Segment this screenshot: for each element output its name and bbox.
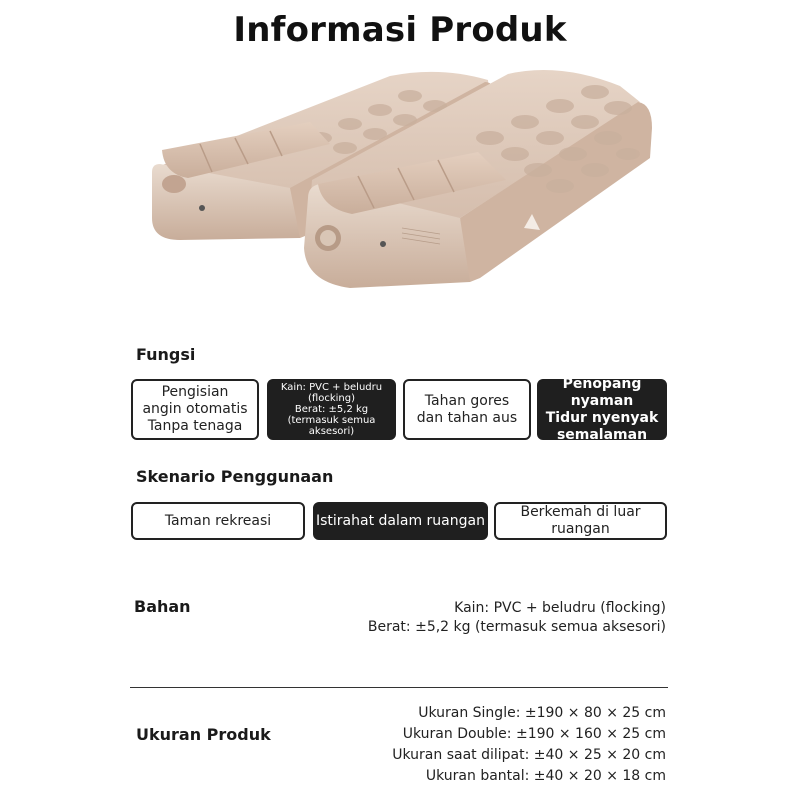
feature-text: Tahan gores (424, 392, 510, 409)
feature-text: Pengisian (161, 384, 229, 400)
material-details (368, 599, 666, 637)
feature-box-auto-inflate (131, 379, 259, 440)
scenario-text: ruangan (551, 521, 610, 537)
feature-text: Tidur nyenyak (545, 409, 659, 426)
size-line: Ukuran Single: ±190 × 80 × 25 cm (418, 705, 666, 721)
feature-text: dan tahan aus (416, 409, 518, 426)
scenario-box-park (131, 502, 305, 540)
material-line: Kain: PVC + beludru (flocking) (454, 600, 666, 616)
page-title: Informasi Produk (233, 10, 567, 50)
feature-box-scratch-resistant (403, 379, 531, 440)
scenario-box-indoor (313, 502, 488, 540)
feature-box-material (267, 379, 396, 440)
scenario-box-camping (494, 502, 667, 540)
product-image (140, 68, 660, 300)
feature-text: Penopang nyaman (562, 375, 642, 409)
scenario-text: Berkemah di luar (520, 504, 641, 520)
scenario-text: Taman rekreasi (164, 512, 272, 529)
size-details (392, 703, 666, 787)
feature-box-comfort (537, 375, 667, 443)
section-label-skenario: Skenario Penggunaan (136, 467, 334, 486)
section-label-fungsi: Fungsi (136, 345, 196, 364)
section-divider (130, 687, 668, 688)
feature-text: aksesori) (308, 426, 355, 437)
size-line: Ukuran bantal: ±40 × 20 × 18 cm (425, 768, 666, 784)
feature-text: Kain: PVC + beludru (280, 382, 383, 393)
material-line: Berat: ±5,2 kg (termasuk semua aksesori) (367, 619, 666, 635)
section-label-ukuran: Ukuran Produk (136, 725, 271, 744)
section-label-bahan: Bahan (134, 597, 191, 616)
feature-text: (flocking) (308, 393, 355, 404)
feature-text: angin otomatis (142, 401, 248, 417)
size-line: Ukuran Double: ±190 × 160 × 25 cm (402, 726, 666, 742)
feature-text: semalaman (556, 426, 648, 443)
feature-text: Tanpa tenaga (147, 418, 243, 434)
size-line: Ukuran saat dilipat: ±40 × 25 × 20 cm (392, 747, 666, 763)
scenario-text: Istirahat dalam ruangan (316, 512, 485, 529)
feature-text: Berat: ±5,2 kg (294, 404, 369, 415)
feature-text: (termasuk semua (287, 415, 376, 426)
